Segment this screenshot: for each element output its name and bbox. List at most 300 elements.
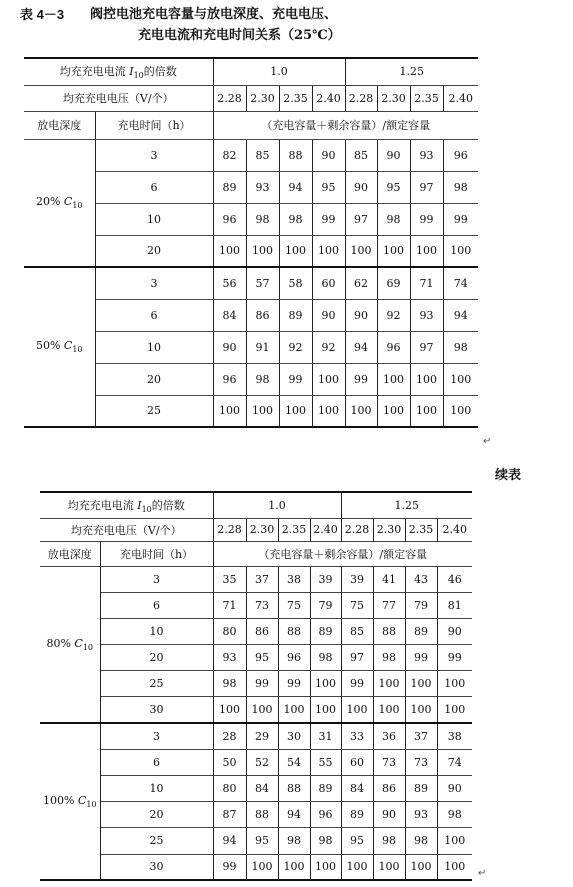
current-value-0 [213, 492, 341, 518]
capacity-value: 96 [287, 651, 302, 665]
value-cell [310, 671, 341, 697]
value-cell [345, 395, 377, 427]
value-cell [377, 139, 410, 171]
value-cell [443, 395, 478, 427]
current-multiple-header [40, 492, 213, 518]
capacity-value: 96 [386, 340, 401, 354]
value-cell [310, 697, 341, 723]
time-cell [100, 697, 213, 723]
capacity-value: 85 [255, 148, 270, 162]
capacity-header-text: （充电容量＋剩余容量）/额定容量 [261, 119, 431, 132]
capacity-value: 89 [288, 308, 303, 322]
capacity-value: 97 [350, 651, 365, 665]
value-cell [246, 363, 279, 395]
value-cell [341, 723, 373, 749]
capacity-value: 73 [255, 598, 270, 612]
current-value-text: 1.0 [270, 65, 288, 79]
value-cell [410, 203, 443, 235]
table-row [24, 267, 478, 299]
capacity-value: 100 [315, 677, 337, 691]
value-cell [437, 697, 472, 723]
capacity-value: 60 [321, 276, 336, 290]
capacity-value: 99 [321, 212, 336, 226]
value-cell [443, 203, 478, 235]
value-cell [345, 331, 377, 363]
value-cell [373, 645, 405, 671]
value-cell [405, 697, 437, 723]
time-value: 20 [147, 372, 161, 386]
value-cell [279, 235, 312, 267]
capacity-value: 79 [318, 598, 333, 612]
depth-header-text: 放电深度 [47, 547, 92, 561]
value-cell [345, 235, 377, 267]
value-cell [213, 235, 246, 267]
voltage-value: 2.30 [249, 523, 275, 536]
value-cell [246, 645, 278, 671]
depth-percent: 80% [46, 636, 71, 650]
value-cell [278, 671, 310, 697]
capacity-value: 98 [222, 677, 237, 691]
voltage-value: 2.35 [281, 523, 307, 536]
table-row [40, 776, 472, 802]
voltage-value: 2.30 [381, 91, 406, 105]
value-cell [437, 645, 472, 671]
capacity-value: 91 [255, 340, 270, 354]
value-cell [373, 671, 405, 697]
capacity-value: 100 [318, 372, 340, 386]
depth-subscript: 10 [72, 345, 83, 355]
capacity-value: 80 [222, 624, 237, 638]
time-value: 25 [149, 677, 164, 691]
capacity-value: 99 [350, 677, 365, 691]
value-cell [341, 592, 373, 618]
value-cell [312, 139, 345, 171]
capacity-value: 71 [222, 598, 237, 612]
capacity-value: 99 [447, 651, 462, 665]
voltage-cell [443, 85, 478, 111]
voltage-value: 2.35 [408, 523, 434, 536]
value-cell [213, 776, 246, 802]
voltage-header [40, 518, 213, 541]
capacity-value: 30 [287, 729, 302, 743]
value-cell [246, 854, 278, 880]
value-cell [246, 592, 278, 618]
voltage-value: 2.40 [313, 523, 338, 536]
value-cell [310, 566, 341, 592]
value-cell [213, 139, 246, 171]
voltage-value: 2.30 [376, 523, 402, 536]
capacity-value: 100 [444, 703, 466, 717]
value-cell [213, 395, 246, 427]
value-cell [373, 802, 405, 828]
value-cell [278, 776, 310, 802]
value-cell [437, 749, 472, 775]
time-cell [95, 395, 213, 427]
voltage-cell [246, 85, 279, 111]
capacity-value: 98 [255, 372, 270, 386]
value-cell [405, 854, 437, 880]
value-cell [437, 618, 472, 644]
value-cell [377, 395, 410, 427]
capacity-value: 100 [378, 677, 400, 691]
value-cell [279, 267, 312, 299]
time-value: 25 [147, 404, 161, 418]
capacity-value: 37 [255, 572, 270, 586]
time-value: 6 [153, 598, 160, 612]
capacity-value: 100 [315, 703, 337, 717]
value-cell [246, 395, 279, 427]
capacity-value: 89 [222, 180, 237, 194]
value-cell [310, 828, 341, 854]
time-cell [95, 203, 213, 235]
value-cell [437, 776, 472, 802]
capacity-value: 89 [318, 624, 333, 638]
capacity-value: 33 [350, 729, 365, 743]
time-cell [100, 776, 213, 802]
depth-subscript: 10 [86, 800, 97, 810]
value-cell [278, 645, 310, 671]
depth-header [40, 541, 100, 566]
value-cell [213, 363, 246, 395]
capacity-value: 100 [450, 404, 472, 418]
value-cell [213, 697, 246, 723]
time-header [95, 111, 213, 139]
capacity-value: 100 [378, 703, 400, 717]
value-cell [213, 299, 246, 331]
value-cell [437, 723, 472, 749]
capacity-value: 90 [354, 308, 369, 322]
voltage-cell [246, 518, 278, 541]
return-mark: ↵ [483, 436, 492, 447]
value-cell [213, 566, 246, 592]
value-cell [246, 618, 278, 644]
current-value-text: 1.25 [394, 498, 420, 512]
time-value: 3 [150, 148, 158, 162]
capacity-value: 99 [453, 212, 468, 226]
current-subscript: 10 [141, 504, 152, 514]
current-multiple-prefix: 均充充电电流 [67, 498, 138, 512]
capacity-value: 98 [382, 651, 397, 665]
time-cell [95, 171, 213, 203]
capacity-value: 87 [222, 808, 237, 822]
capacity-value: 90 [386, 148, 401, 162]
capacity-value: 31 [318, 729, 333, 743]
table-row [40, 671, 472, 697]
value-cell [278, 697, 310, 723]
time-value: 10 [147, 340, 161, 354]
value-cell [246, 299, 279, 331]
voltage-value: 2.28 [217, 523, 242, 536]
time-cell [100, 749, 213, 775]
value-cell [213, 802, 246, 828]
value-cell [405, 802, 437, 828]
depth-symbol: C [63, 195, 73, 209]
header-row-voltage [24, 85, 478, 111]
value-cell [345, 267, 377, 299]
capacity-value: 90 [222, 340, 237, 354]
value-cell [213, 645, 246, 671]
capacity-value: 43 [414, 572, 429, 586]
capacity-value: 100 [416, 372, 438, 386]
capacity-value: 100 [346, 860, 368, 874]
capacity-value: 41 [382, 572, 397, 586]
value-cell [410, 395, 443, 427]
capacity-value: 62 [354, 276, 369, 290]
capacity-value: 35 [222, 572, 237, 586]
value-cell [373, 749, 405, 775]
value-cell [341, 697, 373, 723]
value-cell [373, 697, 405, 723]
capacity-value: 95 [255, 651, 270, 665]
voltage-cell [345, 85, 377, 111]
capacity-value: 39 [318, 572, 333, 586]
depth-subscript: 10 [72, 201, 83, 211]
capacity-value: 95 [255, 834, 270, 848]
capacity-value: 98 [255, 212, 270, 226]
value-cell [373, 566, 405, 592]
value-cell [310, 618, 341, 644]
value-cell [213, 331, 246, 363]
value-cell [437, 566, 472, 592]
value-cell [405, 671, 437, 697]
header-row-current [24, 58, 478, 85]
capacity-value: 93 [419, 308, 434, 322]
voltage-value: 2.35 [414, 91, 439, 105]
table-row [40, 566, 472, 592]
capacity-value: 98 [288, 212, 303, 226]
value-cell [312, 299, 345, 331]
value-cell [373, 592, 405, 618]
capacity-value: 90 [321, 148, 336, 162]
time-value: 30 [149, 860, 164, 874]
value-cell [312, 203, 345, 235]
value-cell [410, 299, 443, 331]
capacity-value: 100 [450, 244, 472, 258]
value-cell [278, 566, 310, 592]
value-cell [246, 235, 279, 267]
value-cell [410, 171, 443, 203]
current-multiple-suffix: 的倍数 [151, 498, 185, 512]
value-cell [410, 235, 443, 267]
capacity-value: 84 [350, 782, 365, 796]
capacity-value: 73 [382, 755, 397, 769]
time-cell [95, 235, 213, 267]
capacity-value: 82 [222, 148, 237, 162]
value-cell [246, 139, 279, 171]
value-cell [213, 828, 246, 854]
capacity-value: 98 [414, 834, 429, 848]
voltage-value: 2.28 [344, 523, 370, 536]
value-cell [345, 139, 377, 171]
voltage-cell [213, 518, 246, 541]
voltage-value: 2.30 [250, 91, 275, 105]
value-cell [310, 592, 341, 618]
voltage-cell [213, 85, 246, 111]
voltage-cell [310, 518, 341, 541]
depth-cell [24, 267, 95, 427]
capacity-value: 100 [283, 703, 305, 717]
capacity-value: 100 [318, 244, 340, 258]
time-header-text: 充电时间（h） [119, 547, 194, 561]
table-caption [20, 4, 560, 46]
capacity-value: 100 [416, 244, 438, 258]
capacity-value: 98 [287, 834, 302, 848]
capacity-value: 88 [287, 782, 302, 796]
value-cell [246, 566, 278, 592]
value-cell [405, 566, 437, 592]
capacity-value: 98 [318, 651, 333, 665]
capacity-value: 95 [350, 834, 365, 848]
time-cell [95, 363, 213, 395]
voltage-cell [373, 518, 405, 541]
time-value: 10 [149, 624, 164, 638]
value-cell [405, 749, 437, 775]
capacity-value: 94 [288, 180, 303, 194]
capacity-value: 93 [255, 180, 270, 194]
value-cell [377, 267, 410, 299]
capacity-value: 100 [219, 244, 241, 258]
capacity-value: 73 [414, 755, 429, 769]
return-mark-2: ↵ [478, 868, 487, 879]
capacity-value: 88 [382, 624, 397, 638]
capacity-value: 75 [287, 598, 302, 612]
value-cell [278, 618, 310, 644]
value-cell [410, 267, 443, 299]
capacity-value: 56 [222, 276, 237, 290]
value-cell [373, 776, 405, 802]
value-cell [246, 697, 278, 723]
capacity-value: 100 [219, 404, 241, 418]
time-value: 25 [149, 834, 164, 848]
capacity-value: 100 [350, 244, 372, 258]
value-cell [373, 723, 405, 749]
capacity-value: 92 [288, 340, 303, 354]
capacity-value: 94 [287, 808, 302, 822]
capacity-value: 90 [354, 180, 369, 194]
capacity-value: 84 [255, 782, 270, 796]
value-cell [279, 363, 312, 395]
time-cell [100, 723, 213, 749]
voltage-cell [279, 85, 312, 111]
depth-symbol: C [63, 339, 73, 353]
capacity-value: 100 [251, 860, 273, 874]
table-row [40, 618, 472, 644]
value-cell [279, 331, 312, 363]
capacity-value: 79 [414, 598, 429, 612]
capacity-value: 100 [285, 404, 307, 418]
voltage-header-text: 均充充电电压（V/个） [70, 523, 182, 537]
value-cell [246, 749, 278, 775]
capacity-value: 58 [288, 276, 303, 290]
header-row-labels [24, 111, 478, 139]
table-row [40, 828, 472, 854]
capacity-value: 100 [219, 703, 241, 717]
value-cell [246, 802, 278, 828]
capacity-value: 98 [447, 808, 462, 822]
capacity-table-part1 [24, 57, 478, 428]
value-cell [278, 592, 310, 618]
capacity-value: 85 [354, 148, 369, 162]
header-row-current [40, 492, 472, 518]
capacity-value: 60 [350, 755, 365, 769]
value-cell [443, 299, 478, 331]
current-multiple-prefix: 均充充电电流 [59, 65, 130, 79]
value-cell [246, 723, 278, 749]
value-cell [373, 854, 405, 880]
capacity-value: 55 [318, 755, 333, 769]
value-cell [310, 749, 341, 775]
capacity-value: 97 [419, 340, 434, 354]
current-value-0 [213, 58, 345, 85]
capacity-value: 98 [453, 180, 468, 194]
capacity-value: 94 [354, 340, 369, 354]
capacity-value: 99 [414, 651, 429, 665]
capacity-value: 38 [287, 572, 302, 586]
capacity-value: 96 [318, 808, 333, 822]
capacity-value: 88 [255, 808, 270, 822]
capacity-value: 99 [287, 677, 302, 691]
time-value: 10 [149, 782, 164, 796]
capacity-value: 100 [346, 703, 368, 717]
value-cell [312, 395, 345, 427]
value-cell [246, 828, 278, 854]
table-row [24, 139, 478, 171]
capacity-value: 92 [321, 340, 336, 354]
value-cell [279, 171, 312, 203]
value-cell [341, 854, 373, 880]
value-cell [377, 171, 410, 203]
time-cell [100, 618, 213, 644]
value-cell [312, 235, 345, 267]
voltage-value: 2.28 [217, 91, 242, 105]
voltage-value: 2.40 [316, 91, 341, 105]
capacity-value: 90 [447, 624, 462, 638]
capacity-value: 69 [386, 276, 401, 290]
depth-cell [24, 139, 95, 267]
capacity-value: 96 [453, 148, 468, 162]
capacity-value: 37 [414, 729, 429, 743]
current-value-text: 1.0 [268, 498, 286, 512]
capacity-value: 57 [255, 276, 270, 290]
time-header [100, 541, 213, 566]
capacity-value: 81 [447, 598, 462, 612]
capacity-value: 100 [383, 404, 405, 418]
capacity-value: 100 [252, 244, 274, 258]
voltage-cell [405, 518, 437, 541]
value-cell [279, 203, 312, 235]
value-cell [410, 363, 443, 395]
capacity-value: 92 [386, 308, 401, 322]
depth-header [24, 111, 95, 139]
value-cell [213, 618, 246, 644]
depth-percent: 100% [42, 794, 75, 808]
value-cell [246, 267, 279, 299]
value-cell [312, 331, 345, 363]
value-cell [437, 671, 472, 697]
depth-symbol: C [77, 794, 87, 808]
value-cell [341, 749, 373, 775]
capacity-value: 86 [255, 308, 270, 322]
time-cell [100, 802, 213, 828]
capacity-value: 100 [383, 372, 405, 386]
value-cell [278, 723, 310, 749]
value-cell [279, 139, 312, 171]
value-cell [377, 331, 410, 363]
time-value: 20 [149, 808, 164, 822]
value-cell [405, 618, 437, 644]
value-cell [405, 592, 437, 618]
table-row [40, 854, 472, 880]
